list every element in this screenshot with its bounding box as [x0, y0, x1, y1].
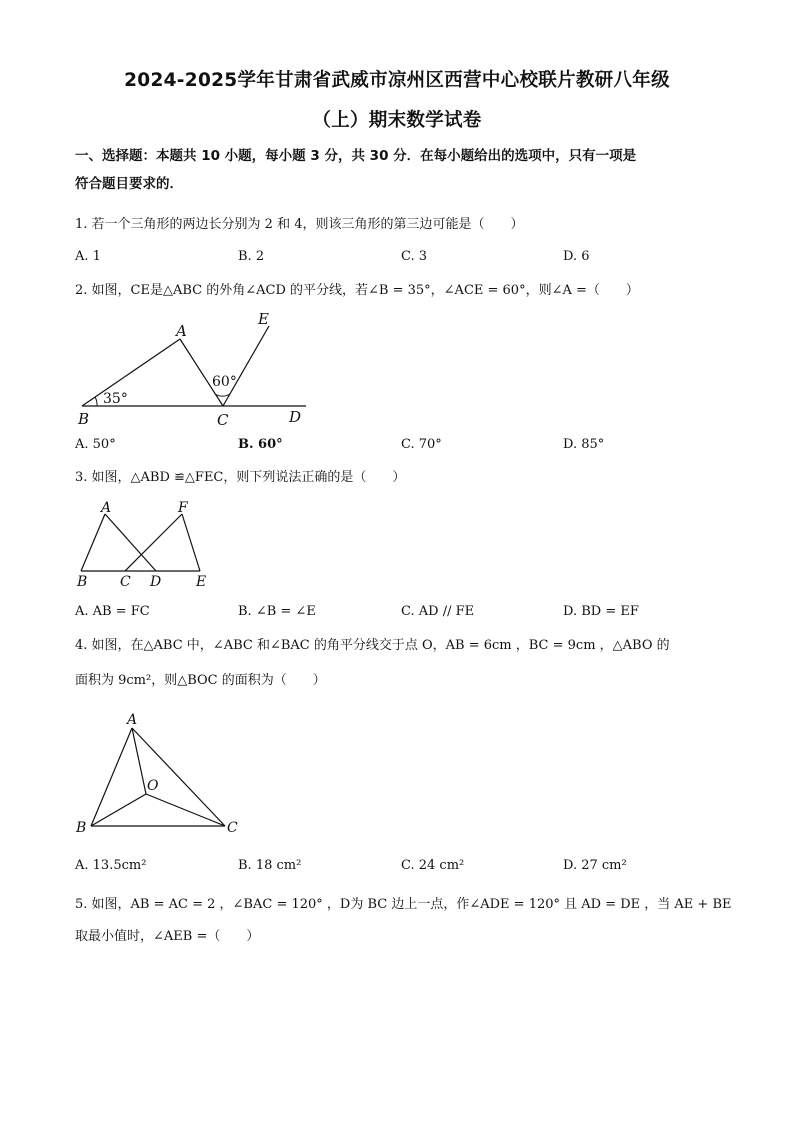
question-3-stem: 3. 如图，△ABD ≌△FEC，则下列说法正确的是（ ）: [75, 470, 406, 485]
question-1-options: [75, 249, 725, 269]
q2-option-a: A. 50°: [75, 437, 116, 452]
fig3-label-b: B: [77, 574, 88, 590]
q3-option-b: B. ∠B = ∠E: [238, 604, 316, 619]
fig3-label-a: A: [101, 500, 112, 516]
question-2-stem: 2. 如图，CE是△ABC 的外角∠ACD 的平分线，若∠B = 35°，∠ACE = 60°，则∠A =（ ）: [75, 283, 639, 298]
q1-option-c: C. 3: [401, 249, 428, 264]
fig4-label-b: B: [76, 820, 87, 836]
fig4-label-a: A: [127, 712, 138, 728]
exam-title-line2: （上）期末数学试卷: [312, 110, 482, 131]
question-5-stem-line1: 5. 如图，AB = AC = 2 ，∠BAC = 120° ，D为 BC 边上一点，作∠ADE = 120° 且 AD = DE ，当 AE + BE: [75, 897, 732, 912]
q3-option-a: A. AB = FC: [75, 604, 150, 619]
fig4-label-o: O: [147, 778, 159, 794]
exam-title-line1: 2024-2025学年甘肃省武威市凉州区西营中心校联片教研八年级: [124, 70, 670, 91]
question-3-options: [75, 604, 725, 624]
q3-option-c: C. AD // FE: [401, 604, 475, 619]
fig2-label-a: A: [176, 322, 187, 340]
q4-option-b: B. 18 cm²: [238, 858, 302, 873]
fig2-label-e: E: [258, 310, 269, 328]
fig2-label-d: D: [289, 408, 302, 426]
fig3-label-f: F: [178, 500, 188, 516]
section-heading-line2: 符合题目要求的．: [75, 176, 183, 192]
q4-option-a: A. 13.5cm²: [75, 858, 147, 873]
q2-option-d: D. 85°: [563, 437, 605, 452]
fig3-label-c: C: [120, 574, 131, 590]
q3-option-d: D. BD = EF: [563, 604, 639, 619]
fig2-angle-c-label: 60°: [212, 374, 237, 390]
q1-option-a: A. 1: [75, 249, 101, 264]
question-4-options: [75, 858, 725, 878]
q1-option-b: B. 2: [238, 249, 265, 264]
question-4-figure: [70, 708, 250, 838]
question-1-stem: 1. 若一个三角形的两边长分别为 2 和 4，则该三角形的第三边可能是（ ）: [75, 217, 524, 232]
q4-option-c: C. 24 cm²: [401, 858, 465, 873]
q1-option-d: D. 6: [563, 249, 590, 264]
fig2-label-c: C: [217, 411, 229, 429]
fig3-label-d: D: [150, 574, 162, 590]
q2-option-b: B. 60°: [238, 437, 283, 452]
question-4-stem-line2: 面积为 9cm²，则△BOC 的面积为（ ）: [75, 673, 326, 688]
fig2-label-b: B: [78, 410, 90, 428]
fig4-label-c: C: [227, 820, 238, 836]
question-2-figure: [70, 308, 340, 433]
question-5-stem-line2: 取最小值时，∠AEB =（ ）: [75, 929, 260, 944]
question-2-options: [75, 437, 725, 457]
q4-option-d: D. 27 cm²: [563, 858, 627, 873]
question-3-figure: [70, 496, 220, 592]
q2-option-c: C. 70°: [401, 437, 442, 452]
section-heading-line1: 一、选择题：本题共 10 小题，每小题 3 分，共 30 分．在每小题给出的选项中，只有一项是: [75, 148, 637, 164]
fig3-label-e: E: [196, 574, 207, 590]
fig2-angle-b-label: 35°: [103, 391, 128, 407]
question-4-stem-line1: 4. 如图，在△ABC 中，∠ABC 和∠BAC 的角平分线交于点 O，AB = 6cm ，BC = 9cm ，△ABO 的: [75, 638, 670, 653]
